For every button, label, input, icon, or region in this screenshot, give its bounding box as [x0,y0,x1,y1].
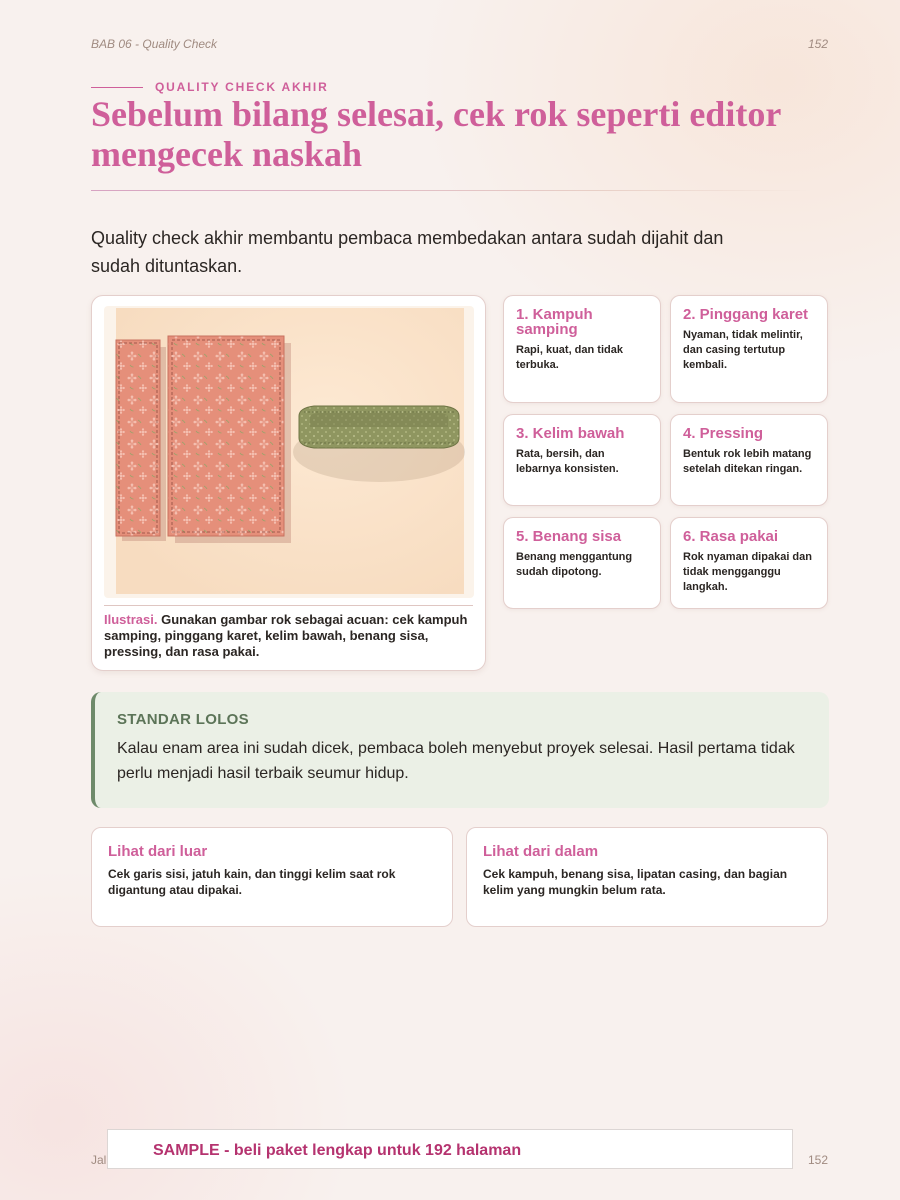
check-desc: Bentuk rok lebih matang setelah ditekan ringan. [683,448,812,475]
chapter-label: BAB 06 - Quality Check [91,37,218,51]
intro-paragraph: Quality check akhir membantu pembaca membedakan antara sudah dijahit dan sudah dituntaskan. [91,228,724,276]
sample-banner[interactable] [107,1129,793,1169]
footer-left-text: Jal [91,1153,107,1167]
check-title: 5. Benang sisa [516,528,622,545]
skirt-illustration [104,306,474,598]
running-header [91,37,828,51]
check-tile-pinggang-karet [670,295,828,403]
check-desc: Benang menggantung sudah dipotong. [516,551,633,578]
check-desc: Rata, bersih, dan lebarnya konsisten. [516,448,619,475]
card-title: Lihat dari dalam [483,843,599,860]
illustration-caption [104,612,471,660]
header-page-number: 152 [807,37,828,51]
card-title: Lihat dari luar [108,843,208,860]
card-desc: Cek kampuh, benang sisa, lipatan casing, dan bagian kelim yang mungkin belum rata. [483,867,788,897]
eyebrow-rule [91,87,143,88]
callout-body: Kalau enam area ini sudah dicek, pembaca boleh menyebut proyek selesai. Hasil pertama tidak perlu menjadi hasil terbaik seumur hidup. [117,740,795,782]
check-tile-pressing [670,414,828,506]
banner-text[interactable]: SAMPLE - beli paket lengkap untuk 192 halaman [153,1142,522,1159]
check-desc: Rapi, kuat, dan tidak terbuka. [516,344,623,371]
caption-lead: Ilustrasi. [104,612,158,627]
card-desc: Cek garis sisi, jatuh kain, dan tinggi kelim saat rok digantung atau dipakai. [108,867,396,897]
caption-divider [104,605,473,606]
check-tile-benang-sisa [503,517,661,609]
section-eyebrow [91,80,329,94]
check-desc: Nyaman, tidak melintir, dan casing tertutup kembali. [683,329,803,371]
page-title: Sebelum bilang selesai, cek rok seperti editor mengecek naskah [91,94,781,174]
caption-text: Gunakan gambar rok sebagai acuan: cek kampuh samping, pinggang karet, kelim bawah, benang sisa, pressing, dan rasa pakai. [104,612,468,659]
check-desc: Rok nyaman dipakai dan tidak mengganggu langkah. [683,551,812,593]
check-title: 3. Kelim bawah [516,425,625,442]
eyebrow-text: QUALITY CHECK AKHIR [155,80,329,94]
illustration-card [91,295,486,671]
check-title: 1. Kampuh samping [516,306,593,338]
check-title: 6. Rasa pakai [683,528,779,545]
standard-callout [91,692,829,808]
inside-check-card [466,827,828,927]
title-divider [91,190,811,191]
check-tile-kampuh-samping [503,295,661,403]
outside-check-card [91,827,453,927]
check-tile-rasa-pakai [670,517,828,609]
footer-page-number: 152 [807,1153,828,1167]
check-tile-kelim-bawah [503,414,661,506]
check-title: 4. Pressing [683,425,764,442]
check-title: 2. Pinggang karet [683,306,809,323]
callout-heading: STANDAR LOLOS [117,711,249,728]
